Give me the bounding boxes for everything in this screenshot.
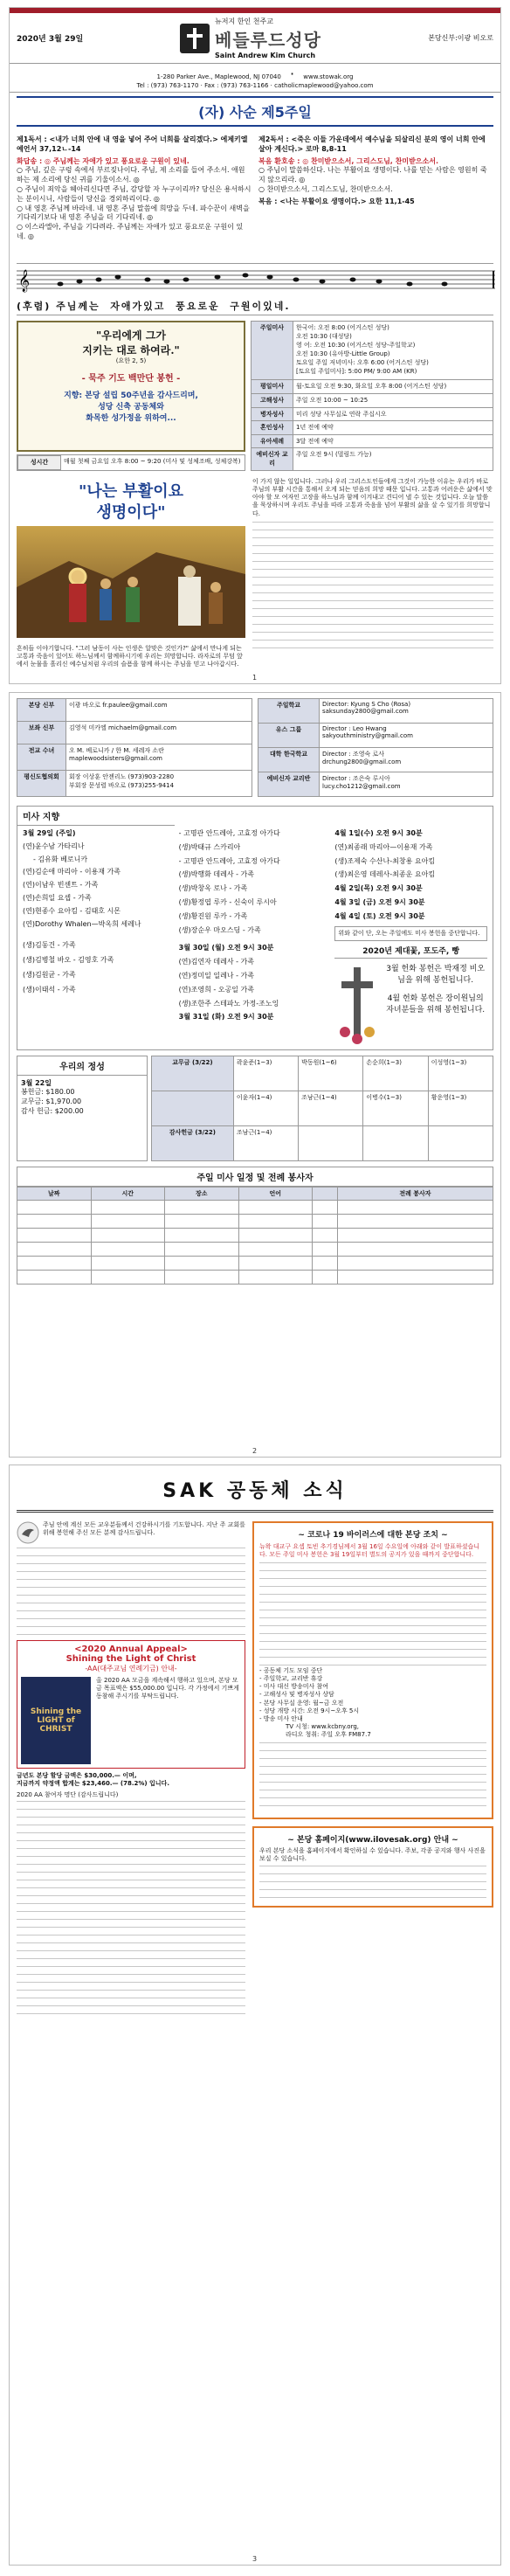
ministry-label: 대학 한국학교	[258, 748, 320, 772]
covid-body	[259, 1562, 486, 1667]
table-row	[252, 448, 493, 471]
table-row	[252, 407, 493, 421]
staff-label: 평신도협의회	[17, 771, 66, 797]
staff-value: 김영석 미카엘 michaelm@gmail.com	[66, 722, 252, 744]
donations-title: 우리의 정성	[17, 1056, 147, 1076]
covid-item: - 공동체 기도 모임 중단	[259, 1667, 323, 1675]
offering-text: 4월 헌화 봉헌은 장이원님의 자녀분들을 위해 봉헌됩니다.	[386, 994, 486, 1014]
prayer-ref: (요한 2, 5)	[115, 357, 147, 365]
schedule-label: 평일미사	[252, 380, 293, 394]
intention-item: (생)조제숙 수산나-최창용 요아킴	[334, 856, 436, 865]
intention-item: (생)박태규 스카리아	[178, 842, 241, 851]
feature-bottom-text: 흔히들 이야기합니다. "그러 남동이 사는 인생은 알맞은 것인가?" 삶에서 만나게 되는 고통과 죽음이 있어도 하느님께서 함께하시기에 우리는 희망합니다. 라자로의 무덤 앞에서 눈물을 흘리신 예수님처럼 우리의 슬픔을 함께 하시는 주님을 믿고 나아갑시다.	[17, 644, 243, 668]
intentions-col-1	[23, 829, 176, 1046]
annual-text: 올 2020 AA 모금을 계속해서 행하고 있으며, 본당 모금 목표액은 $55,000.00 입니다. 각 가정에서 기쁘게 동참해 주시기를 부탁드립니다.	[96, 1677, 239, 1700]
psalm-line: ○ 내 영혼 주님께 바라네. 내 영혼 주님 말씀에 희망을 두네. 파수꾼이 새벽을 기다리기보다 내 영혼 주님을 더 기다리네. ◎	[17, 204, 250, 222]
bulletin-sheet-3	[9, 1465, 501, 2566]
donation-line: 봉헌금: $180.00	[21, 1088, 75, 1097]
table-row	[17, 722, 252, 744]
liturgical-title: (자) 사순 제5주일	[17, 96, 493, 127]
intention-item: - 김유화 베로니카	[33, 855, 88, 863]
feature-right	[252, 478, 493, 668]
website-title[interactable]: ~ 본당 홈페이지(www.ilovesak.org) 안내 ~	[287, 1836, 458, 1845]
intention-item: (연)Dorothy Whalen—박옥희 세레나	[23, 919, 141, 928]
page-number: 2	[252, 1447, 258, 1455]
cross-flowers-icon	[334, 962, 380, 1046]
annual-title: <2020 Annual Appeal>	[74, 1645, 188, 1654]
table-row	[17, 1256, 493, 1270]
liturgy-schedule	[17, 1167, 493, 1285]
intention-item: (생)황진원 루카 - 가족	[178, 911, 248, 920]
schedule-label: 병자성사	[252, 407, 293, 421]
intention-item: (생)김원균 - 가족	[23, 970, 76, 979]
offering-title: 2020년 제대꽃, 포도주, 빵	[334, 945, 487, 959]
table-header-row	[17, 1187, 493, 1200]
info-row	[10, 317, 500, 474]
donor-cell: 곽윤준(1~3)	[233, 1056, 298, 1091]
schedule-label: 주일미사	[252, 322, 293, 380]
table-row	[17, 1228, 493, 1242]
donors-table	[151, 1056, 493, 1161]
staff-label: 본당 신부	[17, 699, 66, 722]
holy-hour	[17, 454, 245, 471]
schedule-value: 미리 성당 사무실로 연락 주십시오	[293, 407, 493, 421]
svg-text:𝄞: 𝄞	[18, 270, 31, 293]
intention-item: (연)이남우 빈센트 - 가족	[23, 881, 99, 890]
readings-left	[17, 135, 252, 256]
intention-item: (연)최종래 마리아—이용재 가족	[334, 842, 433, 851]
church-address: 1-280 Parker Ave., Maplewood, NJ 07040	[156, 73, 281, 80]
intention-item: (생)박창옥 로나 - 가족	[178, 884, 248, 893]
intention-item: 4월 4일 (토) 오전 9시 30분	[334, 911, 425, 920]
donor-cell: 조남근(1~4)	[233, 1125, 298, 1160]
table-row	[252, 421, 493, 435]
prayer-intention: 지향: 본당 설립 50주년을 감사드리며,	[64, 391, 198, 401]
prayer-title: "우리에게 그가	[96, 329, 166, 343]
table-row	[152, 1056, 493, 1091]
annual-donors-list	[17, 1801, 245, 2019]
schedule-value: 주일 오전 10:00 ~ 10:25	[293, 394, 493, 408]
annual-donors-title: 2020 AA 참여자 명단 (감사드립니다)	[17, 1791, 119, 1799]
psalm-line: ○ 이스라엘아, 주님을 기다려라. 주님께는 자애가 있고 풍요로운 구원이 있네. ◎	[17, 223, 244, 241]
table-row	[252, 394, 493, 408]
church-logo-text: 베들루드성당	[215, 30, 321, 51]
intentions-col-3	[334, 829, 487, 1046]
news-right	[252, 1521, 493, 2019]
table-row	[152, 1091, 493, 1125]
annual-status: 금년도 본당 할당 금액은 $30,000.— 이며,	[17, 1772, 137, 1779]
schedule-label: 혼인성사	[252, 421, 293, 435]
church-cross-icon	[180, 24, 210, 53]
website-box	[252, 1826, 493, 1908]
intention-item: (생)장순우 마오스딩 - 가족	[178, 925, 261, 934]
schedule-value: 한국어: 오전 8:00 (어거스틴 성당) 오전 10:30 (대성당) 영 어: 오전 10:30 (어거스틴 성당-주일학교) 오전 10:30 (유아방-Little Group) 토요일 주일 저녁미사: 오후 6:00 (어거스틴 성당) [토요일 주일미사]: 5:00 PM/ 9:00 AM (KR)	[293, 322, 493, 380]
table-row	[258, 772, 493, 797]
table-row	[17, 744, 252, 771]
gospel: 복음 : <나는 부활이요 생명이다.> 요한 11,1-45	[258, 197, 415, 205]
pastor-name: 본당신부:이광 비오로	[428, 34, 493, 42]
schedule-label: 유아세례	[252, 434, 293, 448]
prayer-intention: 성당 신축 공동체와	[98, 403, 164, 412]
intention-item: (연)김순애 마리아 - 이용재 가족	[23, 868, 121, 876]
header	[10, 13, 500, 64]
schedule-value: 1년 전에 예약	[293, 421, 493, 435]
donations-section	[17, 1056, 493, 1161]
table-row	[17, 1200, 493, 1214]
table-row	[152, 1125, 493, 1160]
reading-2: 제2독서 : <죽은 이들 가운데에서 예수님을 되살리신 분의 영이 너희 안에 살아 계신다.> 로마 8,8-11	[258, 135, 486, 153]
column-header: 날짜	[17, 1187, 92, 1200]
holy-hour-label: 성시간	[17, 455, 61, 470]
covid-item: - 주일학교, 교리반 휴강	[259, 1675, 323, 1683]
intention-item: (연)조영희 - 오공일 가족	[178, 985, 254, 994]
intention-item: (생)조한주 스테파노 가정-조노잉	[178, 999, 279, 1008]
church-logo-block	[113, 17, 389, 59]
table-row	[258, 699, 493, 724]
ministry-value: Director : 조은숙 루시아 lucy.cho1212@gmail.com	[320, 772, 493, 797]
feature-section	[10, 474, 500, 672]
mass-schedule-table	[251, 321, 493, 471]
donation-line: 교무금: $1,970.00	[21, 1098, 82, 1106]
table-row	[17, 1214, 493, 1228]
table-row	[252, 322, 493, 380]
contacts	[10, 693, 500, 802]
lazarus-painting-image	[17, 526, 245, 638]
bulletin-sheet-1	[9, 7, 501, 684]
bulletin-sheet-2	[9, 692, 501, 1458]
column-header: 언어	[238, 1187, 313, 1200]
annual-appeal-card	[21, 1677, 91, 1764]
covid-body-2	[259, 1742, 486, 1812]
psalm-line: ○ 주님, 깊은 구렁 속에서 부르짖나이다. 주님, 제 소리를 들어 주소서. 애원하는 제 소리에 당신 귀를 기울이소서. ◎	[17, 166, 245, 184]
ministry-label: 유스 그룹	[258, 724, 320, 748]
music-notes	[17, 266, 495, 295]
news-intro-text: 주님 안에 계신 모든 교우분들께서 건강하시기를 기도합니다. 지난 주 교회를 위해 봉헌해 주신 모든 분께 감사드립니다.	[43, 1521, 245, 1537]
annual-appeal	[17, 1640, 245, 1769]
intention-item: - 고명관 안드레아, 고효정 아가다	[178, 856, 280, 865]
table-row	[17, 699, 252, 722]
bulletin-date: 2020년 3월 29일	[17, 35, 84, 44]
news-left	[17, 1521, 245, 2019]
intention-item: (생)이태석 - 가족	[23, 985, 76, 994]
donor-cell: 감사헌금 (3/22)	[152, 1125, 234, 1160]
church-website[interactable]: www.stowak.org	[303, 73, 354, 80]
table-row	[17, 1270, 493, 1284]
readings	[10, 130, 500, 261]
donor-cell: 이병수(1~3)	[363, 1091, 428, 1125]
news-intro	[17, 1521, 245, 1544]
staff-table	[17, 698, 252, 797]
intentions-section	[17, 806, 493, 1050]
website-body	[259, 1866, 486, 1901]
table-row	[17, 1242, 493, 1256]
donor-cell: 황운영(1~3)	[428, 1091, 493, 1125]
intention-item: (연)윤수남 가타리나	[23, 841, 85, 850]
church-name-kr: 뉴저지 한인 천주교	[215, 17, 273, 25]
intention-item: 3월 31일 (화) 오전 9시 30분	[178, 1013, 274, 1021]
feature-body-continued	[252, 522, 493, 653]
covid-tv[interactable]: TV 시청: www.kcbny.org,	[286, 1722, 360, 1730]
intention-item: (생)김병철 바오 - 김영호 가족	[23, 956, 114, 965]
intention-item: (연)손희일 요셉 - 가족	[23, 893, 92, 902]
donor-cell: 이윤자(1~4)	[233, 1091, 298, 1125]
church-phone: Tel : (973) 763-1170 · Fax : (973) 763-1166 · catholicmaplewood@yahoo.com	[136, 82, 374, 89]
intention-item: (생)김동건 - 가족	[23, 941, 76, 950]
feature-body: 이 가지 않는 일입니다. 그러나 우리 그리스도인들에게 그것이 가능한 이유는 우리가 바로 주님의 부활 시간을 통해서 오게 되는 믿음의 희망 때문 입니다. 고통과 어려운은 삶에서 맞아야 할 모 여자인 고장을 하느님과 함께 이겨내고 견디어 낼 수 있는 것입니다. 오늘 말씀을 묵상하시며 우리도 주님을 따라 고통과 죽음을 넘어 부활의 삶을 살 수 있기를 희망합니다.	[252, 478, 493, 517]
table-row	[258, 724, 493, 748]
community-news	[10, 1516, 500, 2025]
donor-cell	[428, 1125, 493, 1160]
ministry-value: Director : 조영숙 로사 drchung2800@gmail.com	[320, 748, 493, 772]
intention-item: 4월 1일(수) 오전 9시 30분	[334, 829, 423, 837]
ministry-label: 예비신자 교리반	[258, 772, 320, 797]
intention-item: 3월 30일 (월) 오전 9시 30분	[178, 944, 274, 952]
intentions-title: 미사 지향	[17, 807, 175, 826]
column-header: 전례 봉사자	[337, 1187, 493, 1200]
donor-cell: 교무금 (3/22)	[152, 1056, 234, 1091]
column-header	[313, 1187, 338, 1200]
covid-item: - 미사 대신 방송미사 참여	[259, 1683, 329, 1691]
readings-right	[258, 135, 493, 256]
table-row	[17, 771, 252, 797]
covid-item: - 본당 사무실 운영: 월~금 오전	[259, 1699, 344, 1707]
church-name-en: Saint Andrew Kim Church	[215, 52, 316, 59]
intention-item: - 고명관 안드레아, 고효정 아가다	[178, 829, 280, 837]
donation-line: 감사 헌금: $200.00	[21, 1107, 84, 1116]
column-header: 시간	[91, 1187, 165, 1200]
liturgy-schedule-table	[17, 1187, 493, 1285]
psalm-line: ○ 주님이 죄악을 헤아리신다면 주님, 감당할 자 누구이리까? 당신은 용서하시는 분이시니, 사람들이 당신을 경외하리이다. ◎	[17, 185, 252, 203]
annual-card-text: Shining the LIGHT of CHRIST	[30, 1707, 82, 1734]
intention-item: (연)현종수 요아킴 - 김태호 시몬	[23, 906, 121, 915]
acclamation: ○ 찬미받으소서, 그리스도님, 찬미받으소서.	[258, 185, 393, 194]
holy-hour-text: 매월 첫째 금요일 오후 8:00 ~ 9:20 (미사 및 성체조배, 성체강복)	[64, 458, 241, 466]
page-number: 3	[252, 2555, 258, 2563]
staff-label: 보좌 신부	[17, 722, 66, 744]
page-number: 1	[252, 674, 258, 682]
acclamation: ○ 주님이 말씀하신다. 나는 부활이요 생명이다. 나를 믿는 사람은 영원히 죽지 않으리라. ◎	[258, 166, 487, 184]
annual-subtitle: Shining the Light of Christ	[65, 1654, 196, 1664]
prayer-sub: - 묵주 기도 백만단 봉헌 -	[81, 374, 181, 384]
dove-icon	[17, 1521, 39, 1544]
intention-item: (생)최은영 데레사-최종운 요아킴	[334, 870, 436, 879]
intention-item: 4월 3일 (금) 오전 9시 30분	[334, 897, 425, 906]
schedule-label: 예비신자 교리	[252, 448, 293, 471]
staff-value: 이광 바오로 fr.paulee@gmail.com	[66, 699, 252, 722]
staff-value: 회장 이상훈 안젠리노 (973)903-2280 부회장 문성렬 바오로 (973)255-9414	[66, 771, 252, 797]
sak-title: SAK 공동체 소식	[17, 1469, 493, 1513]
ministry-value: Director: Kyung S Cho (Rosa) saksunday2800@gmail.com	[320, 699, 493, 724]
acclamation: 복음 환호송 : ◎ 찬미받으소서, 그리스도님, 찬미받으소서.	[258, 156, 439, 165]
prayer-intention: 화목한 성가정을 위하여...	[86, 414, 176, 424]
liturgy-schedule-title: 주일 미사 일정 및 전례 봉사자	[17, 1167, 493, 1187]
schedule-value: 주일 오전 9시 (멀림드 가능)	[293, 448, 493, 471]
donor-cell	[299, 1125, 363, 1160]
ministry-value: Director : Leo Hwang sakyouthministry@gmail.com	[320, 724, 493, 748]
intention-item: (생)박행화 데레사 - 가족	[178, 870, 254, 879]
column-header: 장소	[165, 1187, 239, 1200]
offering-box	[334, 962, 487, 1046]
annual-status: 지금까지 약정액 합계는 $23,460.— (78.2%) 입니다.	[17, 1780, 169, 1788]
staff-value: 오 M. 베로니카 / 한 M. 세레자 소란 maplewoodsisters@gmail.com	[66, 744, 252, 771]
covid-item: - 성당 개방 시간: 오전 9시~오후 5시	[259, 1707, 360, 1714]
table-row	[258, 748, 493, 772]
donor-cell	[152, 1091, 234, 1125]
feature-title: "나는 부활이요 생명이다"	[79, 482, 183, 522]
intention-item: 3월 29일 (주일)	[23, 829, 76, 837]
donor-cell	[363, 1125, 428, 1160]
donations-box	[17, 1056, 148, 1161]
music-staff	[17, 263, 493, 315]
website-text: 우리 본당 소식을 홈페이지에서 확인하실 수 있습니다. 주보, 각종 공지와 행사 사진을 보실 수 있습니다.	[259, 1847, 486, 1863]
intention-item: (연)정미일 일레나 - 가족	[178, 971, 254, 980]
offering-text: 3월 헌화 봉헌은 박재정 비오님을 위해 봉헌됩니다.	[386, 964, 486, 985]
ministry-label: 주일학교	[258, 699, 320, 724]
covid-box	[252, 1521, 493, 1819]
table-row	[252, 380, 493, 394]
donor-cell: 조남근(1~4)	[299, 1091, 363, 1125]
schedule-label: 고해성사	[252, 394, 293, 408]
church-contact: 1-280 Parker Ave., Maplewood, NJ 07040 · www.stowak.org Tel : (973) 763-1170 · Fax : (973) 763-1166 · catholicmaplewood@yahoo.com	[10, 64, 500, 93]
annual-subtitle-2: -AA(대주교님 연례기금) 안내-	[85, 1665, 177, 1672]
intentions-col-2	[179, 829, 332, 1046]
prayer-title: 지키는 대로 하여라."	[82, 344, 180, 357]
psalm-response: 화답송 : ◎ 주님께는 자애가 있고 풍요로운 구원이 있네.	[17, 156, 190, 165]
reading-1: 제1독서 : <내가 너희 안에 내 영을 넣어 주어 너희를 살리겠다.> 에제키엘 예언서 37,12ㄴ-14	[17, 135, 248, 153]
intention-item: 4월 2일(목) 오전 9시 30분	[334, 884, 423, 893]
donor-cell: 박동원(1~6)	[299, 1056, 363, 1091]
covid-text: 뉴왁 대교구 요셉 토빈 추기경님께서 3월 16일 수요일에 아래와 같이 발표하셨습니다. 모든 주일 미사 봉헌은 3월 19일부터 별도의 공지가 있을 때까지 중단합니다.	[259, 1543, 479, 1559]
donor-cell: 손순희(1~3)	[363, 1056, 428, 1091]
covid-item: - 고해성사 및 병자성사 상담	[259, 1691, 334, 1699]
feature-left	[17, 478, 245, 668]
covid-radio: 라디오 청취: 주일 오후 FM87.7	[286, 1730, 371, 1738]
covid-item: - 방송 미사 안내	[259, 1714, 303, 1722]
donation-date: 3월 22일	[21, 1078, 52, 1087]
covid-title: ~ 코로나 19 바이러스에 대한 본당 조치 ~	[298, 1531, 448, 1540]
ministry-table	[258, 698, 493, 797]
news-body	[17, 1548, 245, 1635]
staff-label: 전교 수녀	[17, 744, 66, 771]
intention-item: (연)김연자 데레사 - 가족	[178, 958, 254, 966]
intention-item: (생)황정엽 루카 - 신숙이 루시아	[178, 897, 277, 906]
schedule-value: 3달 전에 예약	[293, 434, 493, 448]
table-row	[252, 434, 493, 448]
prayer-box	[17, 321, 245, 471]
music-lyrics: (후렴) 주님께는 자애가있고 풍요로운 구원이있네.	[17, 301, 291, 313]
schedule-value: 월-토요일 오전 9:30, 화요일 오후 8:00 (어거스틴 성당)	[293, 380, 493, 394]
intention-notice: 위와 같이 단, 오는 주일에도 미사 봉헌을 중단합니다.	[334, 926, 487, 941]
donor-cell: 이성영(1~3)	[428, 1056, 493, 1091]
